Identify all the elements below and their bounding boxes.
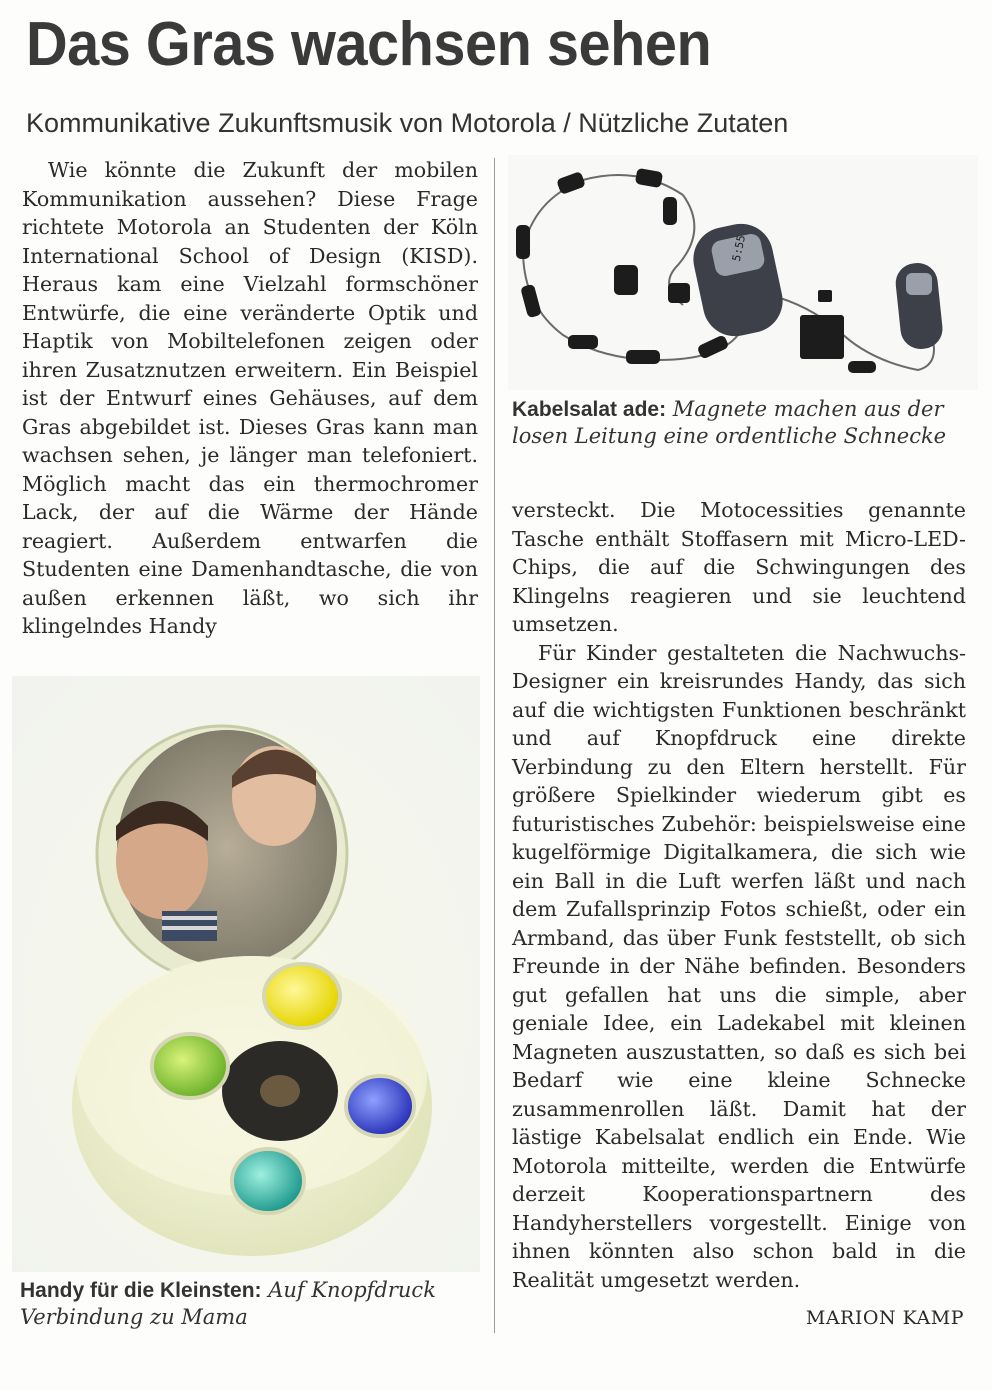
paragraph: versteckt. Die Motocessities genannte Tasche enthält Stoffasern mit Micro-LED-Chips, die auf die Schwingungen des Klingelns reagieren und sie leuchtend umsetzen. [512,498,966,636]
phone-display-label: 5:55 [729,233,749,263]
column-divider [494,158,495,1333]
cable-photo-caption [512,396,972,450]
author-byline: MARION KAMP [805,1307,964,1329]
magnetic-cable-photo [508,155,978,390]
paragraph: Für Kinder gestalteten die Nachwuchs-Designer ein kreisrundes Handy, das sich auf die wichtigsten Funktionen beschränkt und auf Knopfdruck eine direkte Verbindung zu den Eltern herstellt. Für größere Spielkinder wiederum gibt es futuristisches Zubehör: beispielsweise eine kugelförmige Digitalkamera, die sich wie ein Ball in die Luft werfen läßt und nach dem Zufallsprinzip Fotos schießt, oder ein Armband, das über Funk feststellt, ob sich Freunde in der Nähe befinden. Besonders gut gefallen hat uns die simple, aber geniale Idee, ein Ladekabel mit kleinen Magneten auszustatten, so daß es sich bei Bedarf wie eine kleine Schnecke zusammenrollen läßt. Damit hat der lästige Kabelsalat endlich ein Ende. Wie Motorola mitteilte, werden die Entwürfe derzeit Kooperationspartnern des Handyherstellers vorgestellt. Einige von ihnen könnten also schon bald in die Realität umgesetzt werden. [512,640,966,1292]
caption-text: Magnete machen aus der losen Leitung eine ordentliche Schnecke [512,397,947,448]
kids-handy-photo [12,676,480,1272]
kids-photo-caption [20,1277,490,1331]
article-subheadline: Kommunikative Zukunftsmusik von Motorola / Nützliche Zutaten [26,108,789,138]
caption-lead: Handy für die Kleinsten: [20,1279,262,1302]
caption-lead: Kabelsalat ade: [512,398,667,421]
article-headline: Das Gras wachsen sehen [26,10,712,79]
right-column-text [512,496,966,1294]
caption-text: Auf Knopfdruck Verbindung zu Mama [20,1278,436,1329]
paragraph: Wie könnte die Zukunft der mobilen Kommunikation aussehen? Diese Frage richtete Motorola an Studenten der Köln International School of Design (KISD). Heraus kam eine Vielzahl formschöner Entwürfe, die eine veränderte Optik und Haptik von Mobiltelefonen zeigen oder ihren Zusatznutzen erweitern. Ein Beispiel ist der Entwurf eines Gehäuses, auf dem Gras abgebildet ist. Dieses Gras kann man wachsen sehen, je länger man telefoniert. Möglich macht das ein thermochromer Lack, der auf die Wärme der Hände reagiert. Außerdem entwarfen die Studenten eine Damenhandtasche, die von außen erkennen läßt, wo sich ihr klingelndes Handy [22,158,478,638]
left-column-text [22,156,478,641]
